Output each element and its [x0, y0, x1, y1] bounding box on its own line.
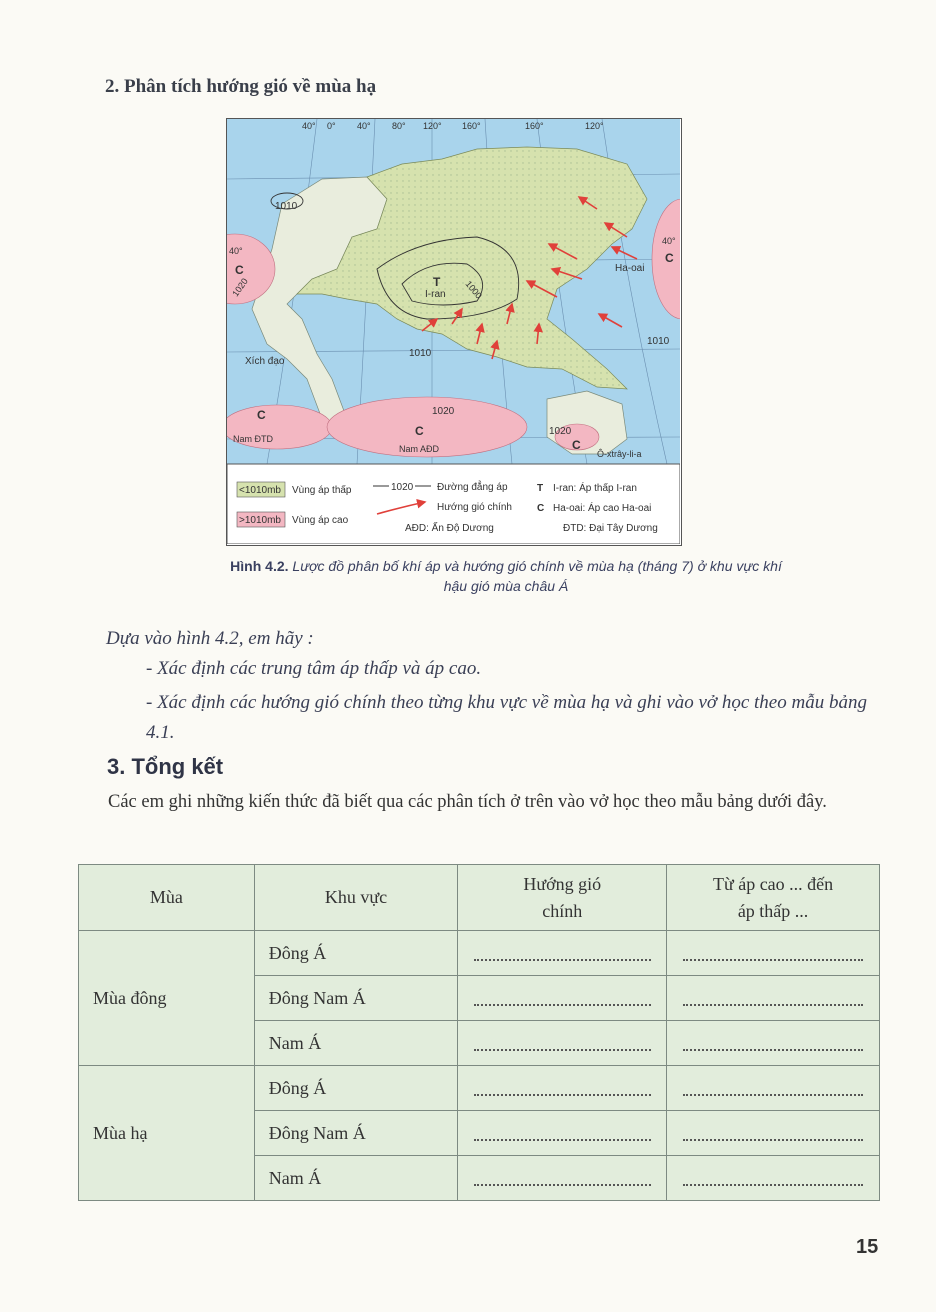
- answer-cell[interactable]: [458, 931, 667, 976]
- legend-t-text: I-ran: Áp thấp I-ran: [553, 483, 637, 494]
- isobar-label: 1010: [409, 348, 432, 359]
- lon-label: 40°: [302, 121, 316, 131]
- lon-label: 120°: [423, 121, 442, 131]
- lat-label: 40°: [662, 236, 676, 246]
- lon-label: 40°: [357, 121, 371, 131]
- legend-isobar-value: 1020: [391, 482, 414, 493]
- answer-cell[interactable]: [667, 1111, 880, 1156]
- lon-label: 120°: [585, 121, 604, 131]
- isobar-label: 1020: [432, 406, 455, 417]
- region-cell: Nam Á: [254, 1156, 458, 1201]
- answer-cell[interactable]: [458, 1021, 667, 1066]
- high-symbol: C: [665, 251, 674, 265]
- region-cell: Nam Á: [254, 1021, 458, 1066]
- lat-label: 40°: [229, 246, 243, 256]
- answer-cell[interactable]: [667, 1156, 880, 1201]
- isobar-label: 1010: [275, 201, 298, 212]
- section-3-text: Các em ghi những kiến thức đã biết qua các phân tích ở trên vào vở học theo mẫu bảng dưới đây.: [108, 792, 827, 812]
- table-header-row: [79, 865, 880, 931]
- figure-caption-text: Lược đồ phân bố khí áp và hướng gió chính về mùa hạ (tháng 7) ở khu vực khí hậu gió mùa châu Á: [292, 558, 782, 594]
- region-cell: Đông Nam Á: [254, 1111, 458, 1156]
- isobar-label: 1020: [230, 276, 250, 299]
- answer-cell[interactable]: [458, 1156, 667, 1201]
- lon-label: 80°: [392, 121, 406, 131]
- australia-label: Ô-xtrây-li-a: [597, 449, 642, 459]
- iran-label: I-ran: [425, 289, 446, 300]
- region-cell: Đông Á: [254, 931, 458, 976]
- region-cell: Đông Á: [254, 1066, 458, 1111]
- legend-isobar-text: Đường đẳng áp: [437, 482, 508, 493]
- region-cell: Đông Nam Á: [254, 976, 458, 1021]
- isobar-label: 1020: [549, 426, 572, 437]
- header-season: Mùa: [79, 865, 255, 931]
- task-item-1: - Xác định các trung tâm áp thấp và áp cao.: [146, 658, 482, 679]
- table-row: [79, 1066, 880, 1111]
- answer-cell[interactable]: [458, 976, 667, 1021]
- equator-label: Xích đạo: [245, 356, 285, 367]
- legend-dtd-text: ĐTD: Đại Tây Dương: [563, 523, 658, 534]
- answer-cell[interactable]: [458, 1066, 667, 1111]
- legend-low-text: Vùng áp thấp: [292, 485, 352, 496]
- high-symbol: C: [572, 438, 581, 452]
- south-atlantic-label: Nam ĐTD: [233, 434, 273, 444]
- figure-number: Hình 4.2.: [230, 558, 289, 574]
- task-intro: Dựa vào hình 4.2, em hãy :: [106, 628, 314, 649]
- high-symbol: C: [257, 408, 266, 422]
- figure-caption: [226, 556, 786, 596]
- page-number: 15: [856, 1236, 879, 1258]
- hawaii-label: Ha-oai: [615, 263, 645, 274]
- legend-wind-text: Hướng gió chính: [437, 502, 512, 513]
- legend-low-box: <1010mb: [239, 485, 281, 496]
- legend-c-symbol: C: [537, 503, 545, 514]
- section-3-title: 3. Tổng kết: [107, 754, 224, 779]
- answer-cell[interactable]: [667, 1066, 880, 1111]
- isobar-label: 1000: [463, 278, 485, 301]
- lon-label: 160°: [462, 121, 481, 131]
- legend-add-text: AĐD: Ấn Độ Dương: [405, 523, 494, 534]
- legend-t-symbol: T: [537, 483, 544, 494]
- lon-label: 0°: [327, 121, 336, 131]
- summary-table: [78, 864, 880, 1201]
- answer-cell[interactable]: [667, 931, 880, 976]
- section-2-title: 2. Phân tích hướng gió về mùa hạ: [105, 76, 377, 97]
- high-symbol: C: [415, 424, 424, 438]
- header-region: Khu vực: [254, 865, 458, 931]
- isobar-label: 1010: [647, 336, 670, 347]
- answer-cell[interactable]: [667, 976, 880, 1021]
- legend-c-text: Ha-oai: Áp cao Ha-oai: [553, 503, 652, 514]
- lon-label: 160°: [525, 121, 544, 131]
- south-indian-label: Nam AĐD: [399, 444, 440, 454]
- season-cell: Mùa đông: [79, 931, 255, 1066]
- low-symbol: T: [433, 275, 441, 289]
- season-cell: Mùa hạ: [79, 1066, 255, 1201]
- answer-cell[interactable]: [667, 1021, 880, 1066]
- wind-pressure-map: [226, 118, 682, 546]
- header-pressure: Từ áp cao ... đến áp thấp ...: [667, 865, 880, 931]
- high-symbol: C: [235, 263, 244, 277]
- answer-cell[interactable]: [458, 1111, 667, 1156]
- table-row: [79, 931, 880, 976]
- header-wind-direction: Hướng gió chính: [458, 865, 667, 931]
- legend-high-text: Vùng áp cao: [292, 515, 349, 526]
- task-item-2: - Xác định các hướng gió chính theo từng khu vực về mùa hạ và ghi vào vở học theo mẫu bảng 4.1.: [146, 692, 867, 743]
- legend-high-box: >1010mb: [239, 515, 281, 526]
